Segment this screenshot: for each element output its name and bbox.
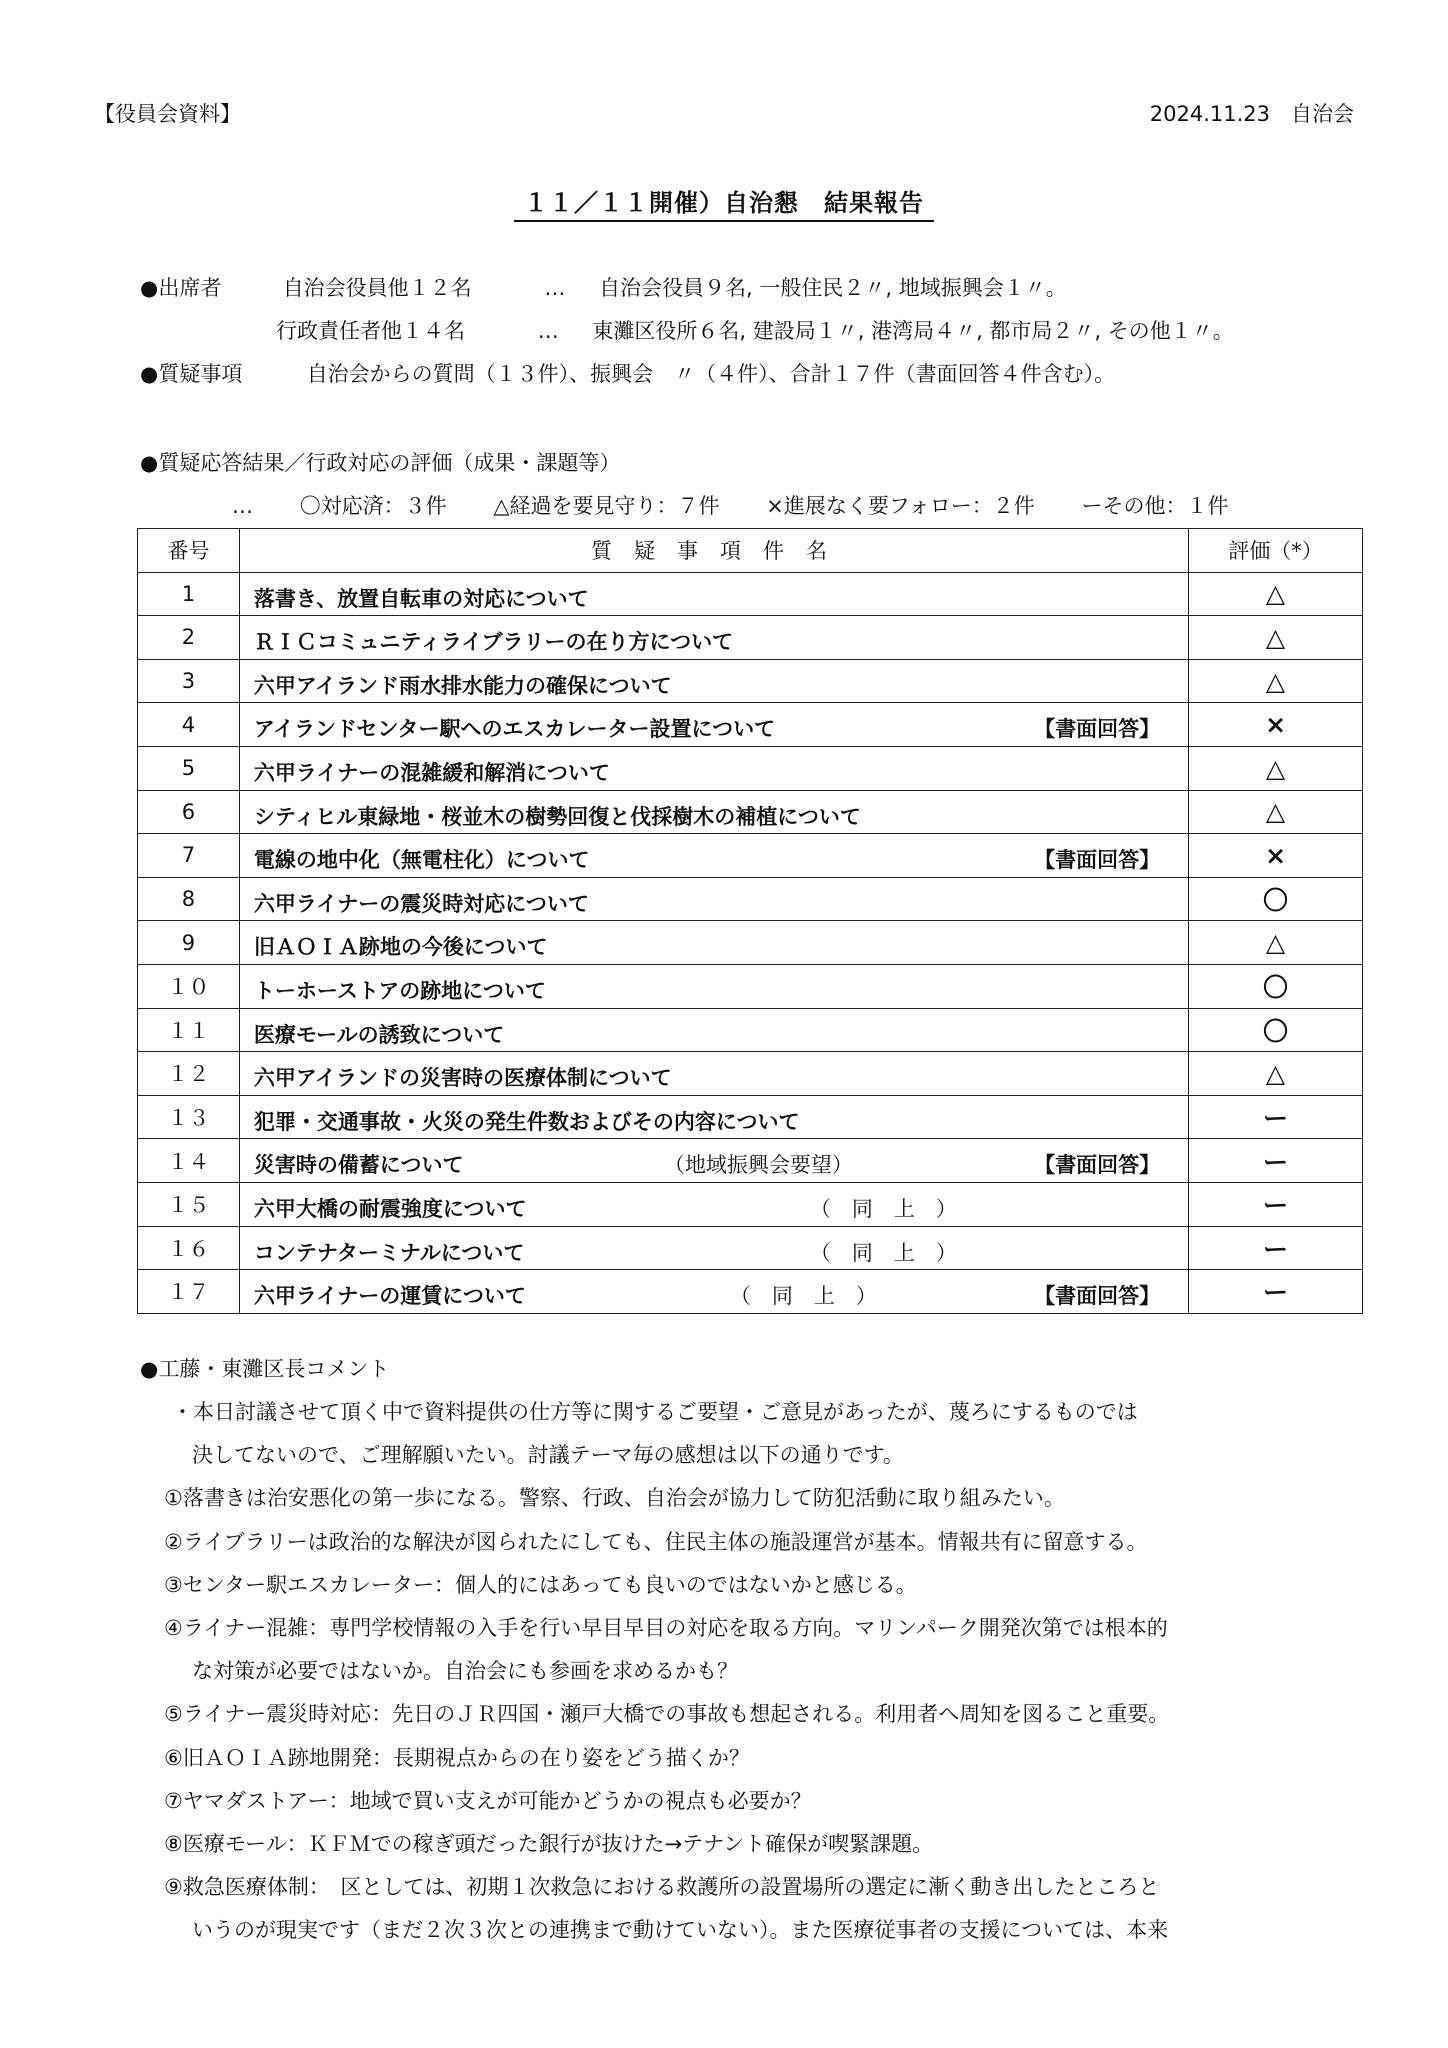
table-row (138, 790, 1363, 834)
row-number: 7 (138, 834, 240, 878)
comment-item: ⑧医療モール：ＫＦＭでの稼ぎ頭だった銀行が抜けた→テナント確保が喫緊課題。 (164, 1832, 934, 1856)
eval-mark: △ (1265, 753, 1286, 783)
row-title: トーホーストアの跡地について (253, 978, 546, 1003)
page-title (0, 183, 1448, 218)
row-number: 9 (138, 921, 240, 965)
comment-item: ⑦ヤマダストアー：地域で買い支えが可能かどうかの視点も必要か？ (164, 1788, 812, 1813)
eval-mark: 〇 (1263, 973, 1289, 1003)
row-number: １４ (138, 1139, 240, 1183)
page-title-text: １１／１１開催）自治懇 結果報告 (514, 189, 934, 222)
comment-item: ⑤ライナー震災時対応：先日のＪＲ四国・瀬戸大橋での事故も想起される。利用者へ周知を図ること重要。 (164, 1702, 1170, 1727)
rating-legend-other: ーその他：１件 (1081, 494, 1229, 518)
row-eval-cell (1189, 703, 1363, 747)
table-row (138, 964, 1363, 1008)
eval-mark: △ (1265, 622, 1286, 652)
row-title-cell (239, 1182, 1188, 1226)
table-row (138, 834, 1363, 878)
written-answer-tag: 【書面回答】 (1034, 717, 1161, 742)
table-row (138, 1008, 1363, 1052)
table-row (138, 877, 1363, 921)
attendance-row-1 (140, 272, 1067, 302)
table-row (138, 1226, 1363, 1270)
row-note: （地域振興会要望） (663, 1153, 853, 1178)
comment-intro-line: 決してないので、ご理解願いたい。討議テーマ毎の感想は以下の通りです。 (192, 1443, 904, 1468)
attendance-group-2: 行政責任者他１４名 (276, 319, 465, 343)
row-title-cell (239, 1095, 1188, 1139)
eval-mark: △ (1265, 666, 1286, 696)
row-title: シティヒル東緑地・桜並木の樹勢回復と伐採樹木の補植について (253, 804, 861, 829)
row-title: 六甲ライナーの混雑緩和解消について (253, 760, 610, 785)
row-title: コンテナターミナルについて (253, 1240, 525, 1265)
comment-item: ①落書きは治安悪化の第一歩になる。警察、行政、自治会が協力して防犯活動に取り組みたい。 (164, 1486, 1065, 1511)
row-number: 4 (138, 703, 240, 747)
row-title-cell (239, 834, 1188, 878)
row-number: 5 (138, 746, 240, 790)
table-row (138, 1270, 1363, 1314)
comment-item: ②ライブラリーは政治的な解決が図られたにしても、住民主体の施設運営が基本。情報共有に留意する。 (164, 1529, 1148, 1554)
table-row (138, 746, 1363, 790)
attendance-detail-2: 東灘区役所６名, 建設局１〃, 港湾局４〃, 都市局２〃, その他１〃。 (592, 319, 1234, 343)
rating-legend-follow: ×進展なく要フォロー：２件 (766, 494, 1035, 518)
row-number: 3 (138, 659, 240, 703)
row-title-cell (239, 616, 1188, 660)
row-title-cell (239, 659, 1188, 703)
row-eval-cell (1189, 746, 1363, 790)
row-title: 電線の地中化（無電柱化）について (253, 848, 590, 873)
table-row (138, 1095, 1363, 1139)
row-number: １５ (138, 1182, 240, 1226)
row-title: ＲＩＣコミュニティライブラリーの在り方について (253, 630, 734, 655)
row-eval-cell (1189, 834, 1363, 878)
eval-mark: 〇 (1263, 1016, 1289, 1046)
row-title-cell (239, 1008, 1188, 1052)
row-number: １１ (138, 1008, 240, 1052)
row-title: 六甲ライナーの震災時対応について (253, 891, 589, 916)
eval-mark: 〇 (1263, 886, 1289, 916)
written-answer-tag: 【書面回答】 (1034, 1284, 1161, 1309)
attendance-detail-1: 自治会役員９名, 一般住民２〃, 地域振興会１〃。 (599, 276, 1067, 300)
row-title: 犯罪・交通事故・火災の発生件数およびその内容について (253, 1109, 800, 1134)
written-answer-tag: 【書面回答】 (1034, 1153, 1161, 1178)
row-title-cell (239, 1052, 1188, 1096)
row-number: 6 (138, 790, 240, 834)
eval-mark: ー (1263, 1278, 1289, 1308)
eval-mark: △ (1265, 797, 1286, 827)
questions-summary (140, 358, 1115, 388)
row-title-cell (239, 1270, 1188, 1314)
row-title: 旧ＡＯＩＡ跡地の今後について (253, 935, 548, 960)
row-title-cell (239, 703, 1188, 747)
row-number: １３ (138, 1095, 240, 1139)
table-row (138, 572, 1363, 616)
eval-mark: × (1265, 710, 1287, 740)
row-title-cell (239, 1139, 1188, 1183)
row-eval-cell (1189, 572, 1363, 616)
comments-heading: ●工藤・東灘区長コメント (140, 1357, 390, 1381)
row-title-cell (239, 1226, 1188, 1270)
attendance-sep-2: … (537, 319, 559, 343)
row-eval-cell (1189, 877, 1363, 921)
table-row (138, 616, 1363, 660)
questions-label: ●質疑事項 (140, 362, 243, 386)
header-title: 質疑事項件名 (239, 529, 1188, 573)
attendance-row-2 (260, 315, 1234, 345)
eval-mark: × (1265, 840, 1287, 870)
eval-mark: ー (1263, 1191, 1289, 1221)
row-number: 1 (138, 572, 240, 616)
attendance-sep-1: … (544, 276, 566, 300)
row-eval-cell (1189, 1008, 1363, 1052)
row-note: （ 同 上 ） (729, 1284, 877, 1309)
comment-continuation-line: いうのが現実です（まだ２次３次との連携まで動けていない）。また医療従事者の支援については、本来 (192, 1918, 1169, 1943)
eval-mark: △ (1265, 579, 1286, 609)
row-eval-cell (1189, 1052, 1363, 1096)
row-title-cell (239, 964, 1188, 1008)
comment-intro-line: ・本日討議させて頂く中で資料提供の仕方等に関するご要望・ご意見があったが、蔑ろにするものでは (172, 1400, 1138, 1424)
row-eval-cell (1189, 964, 1363, 1008)
comment-item: ③センター駅エスカレーター：個人的にはあっても良いのではないかと感じる。 (164, 1572, 917, 1597)
row-title: 六甲大橋の耐震強度について (253, 1196, 527, 1221)
header-eval: 評価（*） (1189, 529, 1363, 573)
attendance-group-1: 自治会役員他１２名 (282, 276, 472, 300)
questions-text: 自治会からの質問（１３件）、振興会 〃（４件）、合計１７件（書面回答４件含む）。 (306, 362, 1116, 386)
eval-mark: △ (1265, 1058, 1286, 1088)
rating-legend-lead: … (232, 494, 253, 518)
document-date: 2024.11.23 自治会 (1149, 102, 1354, 126)
row-title: 落書き、放置自転車の対応について (253, 586, 589, 611)
comment-item: ⑨救急医療体制： 区としては、初期１次救急における救護所の設置場所の選定に漸く動き出したところと (164, 1875, 1160, 1900)
row-eval-cell (1189, 1226, 1363, 1270)
table-row (138, 703, 1363, 747)
row-title: 六甲アイランドの災害時の医療体制について (253, 1066, 672, 1091)
table-header-row (138, 529, 1363, 573)
row-eval-cell (1189, 1139, 1363, 1183)
row-note: （ 同 上 ） (809, 1196, 957, 1221)
written-answer-tag: 【書面回答】 (1034, 848, 1161, 873)
eval-mark: ー (1263, 1104, 1289, 1134)
eval-mark: △ (1265, 928, 1286, 958)
row-number: 8 (138, 877, 240, 921)
row-title-cell (239, 746, 1188, 790)
table-row (138, 1139, 1363, 1183)
results-heading: ●質疑応答結果／行政対応の評価（成果・課題等） (140, 451, 621, 475)
row-note: （ 同 上 ） (809, 1240, 957, 1265)
rating-legend-watch: △経過を要見守り：７件 (493, 494, 720, 518)
comment-item: ⑥旧ＡＯＩＡ跡地開発：長期視点からの在り姿をどう描くか？ (164, 1745, 750, 1770)
rating-legend (232, 490, 1228, 520)
row-eval-cell (1189, 1095, 1363, 1139)
document-tag: 【役員会資料】 (94, 102, 241, 126)
row-title-cell (239, 877, 1188, 921)
table-row (138, 1052, 1363, 1096)
comment-continuation-line: な対策が必要ではないか。自治会にも参画を求めるかも？ (192, 1659, 738, 1684)
row-eval-cell (1189, 616, 1363, 660)
questions-table-body (138, 572, 1363, 1313)
row-title-cell (239, 790, 1188, 834)
table-row (138, 921, 1363, 965)
row-eval-cell (1189, 921, 1363, 965)
table-row (138, 659, 1363, 703)
row-eval-cell (1189, 790, 1363, 834)
eval-mark: ー (1263, 1147, 1289, 1177)
row-title: アイランドセンター駅へのエスカレーター設置について (253, 717, 776, 742)
row-number: １７ (138, 1270, 240, 1314)
row-eval-cell (1189, 1182, 1363, 1226)
comment-item: ④ライナー混雑：専門学校情報の入手を行い早目早目の対応を取る方向。マリンパーク開発次第では根本的 (164, 1616, 1168, 1640)
header-no: 番号 (138, 529, 240, 573)
row-number: １６ (138, 1226, 240, 1270)
eval-mark: ー (1263, 1234, 1289, 1264)
row-title-cell (239, 572, 1188, 616)
table-row (138, 1182, 1363, 1226)
rating-legend-done: 〇対応済：３件 (299, 494, 447, 518)
attendance-label: ●出席者 (140, 276, 222, 300)
row-eval-cell (1189, 659, 1363, 703)
row-eval-cell (1189, 1270, 1363, 1314)
row-number: １２ (138, 1052, 240, 1096)
row-title: 医療モールの誘致について (253, 1022, 505, 1047)
row-title: 六甲アイランド雨水排水能力の確保について (253, 673, 672, 698)
row-number: １０ (138, 964, 240, 1008)
questions-table (137, 528, 1363, 1314)
row-title: 六甲ライナーの運賃について (253, 1284, 526, 1309)
row-number: 2 (138, 616, 240, 660)
row-title-cell (239, 921, 1188, 965)
row-title: 災害時の備蓄について (253, 1153, 464, 1178)
